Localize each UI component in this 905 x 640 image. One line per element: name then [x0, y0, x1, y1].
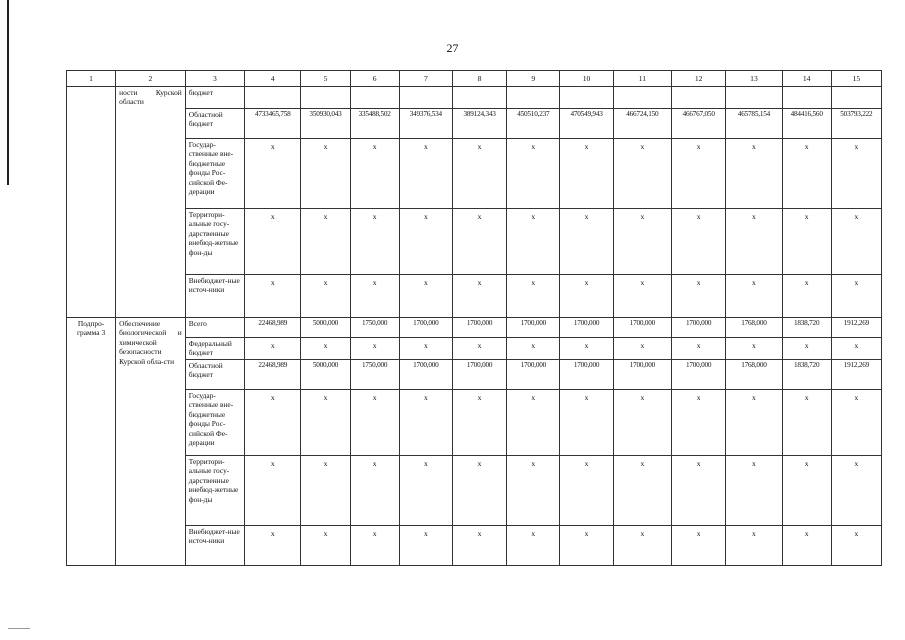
amount-cell: 503793,222 [831, 109, 881, 139]
not-applicable-cell: x [560, 456, 613, 526]
not-applicable-cell: x [452, 275, 506, 318]
not-applicable-cell: x [452, 526, 506, 566]
not-applicable-cell: x [301, 139, 350, 209]
amount-cell [613, 87, 671, 109]
not-applicable-cell: x [245, 209, 301, 275]
amount-cell: 1768,000 [726, 360, 782, 390]
not-applicable-cell: x [613, 338, 671, 360]
amount-cell [831, 87, 881, 109]
not-applicable-cell: x [831, 456, 881, 526]
header-cell: 11 [613, 71, 671, 87]
table-row [67, 139, 882, 209]
amount-cell: 1700,000 [672, 318, 726, 338]
funding-source-cell: Государ-ственные вне-бюджетные фонды Рос-сийской Фе-дерации [185, 390, 244, 456]
not-applicable-cell: x [507, 338, 560, 360]
amount-cell: 5000,000 [301, 360, 350, 390]
not-applicable-cell: x [560, 139, 613, 209]
amount-cell: 22468,989 [245, 318, 301, 338]
not-applicable-cell: x [399, 338, 452, 360]
not-applicable-cell: x [672, 338, 726, 360]
not-applicable-cell: x [613, 275, 671, 318]
not-applicable-cell: x [245, 275, 301, 318]
not-applicable-cell: x [350, 390, 399, 456]
scan-artifact [8, 628, 30, 629]
amount-cell [245, 87, 301, 109]
not-applicable-cell: x [350, 338, 399, 360]
header-cell: 2 [116, 71, 186, 87]
amount-cell [672, 87, 726, 109]
amount-cell: 22468,989 [245, 360, 301, 390]
header-cell: 12 [672, 71, 726, 87]
not-applicable-cell: x [399, 209, 452, 275]
not-applicable-cell: x [507, 275, 560, 318]
not-applicable-cell: x [726, 209, 782, 275]
not-applicable-cell: x [726, 390, 782, 456]
not-applicable-cell: x [399, 456, 452, 526]
not-applicable-cell: x [782, 526, 831, 566]
not-applicable-cell: x [507, 526, 560, 566]
not-applicable-cell: x [831, 526, 881, 566]
table-row [67, 360, 882, 390]
not-applicable-cell: x [672, 139, 726, 209]
not-applicable-cell: x [782, 139, 831, 209]
not-applicable-cell: x [672, 456, 726, 526]
not-applicable-cell: x [507, 390, 560, 456]
amount-cell: 349376,534 [399, 109, 452, 139]
not-applicable-cell: x [560, 209, 613, 275]
not-applicable-cell: x [672, 275, 726, 318]
not-applicable-cell: x [301, 275, 350, 318]
program-name-cell: ности Курской области [116, 87, 186, 318]
not-applicable-cell: x [301, 338, 350, 360]
funding-source-cell: Внебюджет-ные источ-ники [185, 275, 244, 318]
not-applicable-cell: x [399, 526, 452, 566]
not-applicable-cell: x [245, 338, 301, 360]
amount-cell: 1700,000 [672, 360, 726, 390]
not-applicable-cell: x [399, 275, 452, 318]
amount-cell: 484416,560 [782, 109, 831, 139]
funding-source-cell: Территори-альные госу-дарственные внебюд-жетные фон-ды [185, 209, 244, 275]
funding-source-cell: Всего [185, 318, 244, 338]
not-applicable-cell: x [350, 456, 399, 526]
not-applicable-cell: x [452, 390, 506, 456]
not-applicable-cell: x [831, 275, 881, 318]
not-applicable-cell: x [245, 390, 301, 456]
amount-cell: 1700,000 [560, 360, 613, 390]
not-applicable-cell: x [399, 390, 452, 456]
header-cell: 15 [831, 71, 881, 87]
amount-cell: 1912,269 [831, 360, 881, 390]
funding-source-cell: Областной бюджет [185, 109, 244, 139]
not-applicable-cell: x [560, 526, 613, 566]
header-cell: 13 [726, 71, 782, 87]
funding-source-cell: бюджет [185, 87, 244, 109]
not-applicable-cell: x [613, 526, 671, 566]
table-row [67, 209, 882, 275]
amount-cell: 1838,720 [782, 360, 831, 390]
table-row [67, 456, 882, 526]
not-applicable-cell: x [301, 456, 350, 526]
not-applicable-cell: x [782, 456, 831, 526]
amount-cell: 470549,943 [560, 109, 613, 139]
amount-cell [399, 87, 452, 109]
not-applicable-cell: x [726, 456, 782, 526]
header-cell: 3 [185, 71, 244, 87]
not-applicable-cell: x [507, 456, 560, 526]
amount-cell: 450510,237 [507, 109, 560, 139]
page-number: 27 [446, 41, 459, 55]
amount-cell: 1768,000 [726, 318, 782, 338]
not-applicable-cell: x [350, 526, 399, 566]
amount-cell [350, 87, 399, 109]
not-applicable-cell: x [560, 338, 613, 360]
not-applicable-cell: x [831, 338, 881, 360]
not-applicable-cell: x [245, 456, 301, 526]
amount-cell [452, 87, 506, 109]
scan-left-border [7, 0, 9, 185]
not-applicable-cell: x [613, 390, 671, 456]
not-applicable-cell: x [613, 209, 671, 275]
header-cell: 10 [560, 71, 613, 87]
not-applicable-cell: x [672, 526, 726, 566]
not-applicable-cell: x [245, 139, 301, 209]
not-applicable-cell: x [726, 139, 782, 209]
not-applicable-cell: x [672, 390, 726, 456]
not-applicable-cell: x [831, 390, 881, 456]
funding-source-cell: Областной бюджет [185, 360, 244, 390]
not-applicable-cell: x [507, 139, 560, 209]
amount-cell: 350930,043 [301, 109, 350, 139]
amount-cell: 1700,000 [507, 318, 560, 338]
amount-cell: 1700,000 [613, 318, 671, 338]
amount-cell: 1700,000 [560, 318, 613, 338]
not-applicable-cell: x [672, 209, 726, 275]
not-applicable-cell: x [560, 390, 613, 456]
amount-cell [507, 87, 560, 109]
not-applicable-cell: x [452, 139, 506, 209]
amount-cell [782, 87, 831, 109]
not-applicable-cell: x [782, 275, 831, 318]
table-row [67, 275, 882, 318]
amount-cell: 1700,000 [452, 318, 506, 338]
amount-cell: 1750,000 [350, 360, 399, 390]
amount-cell: 466724,150 [613, 109, 671, 139]
funding-source-cell: Федеральный бюджет [185, 338, 244, 360]
amount-cell: 1700,000 [452, 360, 506, 390]
amount-cell: 465785,154 [726, 109, 782, 139]
not-applicable-cell: x [301, 209, 350, 275]
table-row [67, 87, 882, 109]
not-applicable-cell: x [831, 139, 881, 209]
funding-source-cell: Территори-альные госу-дарственные внебюд-жетные фон-ды [185, 456, 244, 526]
header-cell: 7 [399, 71, 452, 87]
header-cell: 4 [245, 71, 301, 87]
amount-cell: 4733465,758 [245, 109, 301, 139]
amount-cell [726, 87, 782, 109]
not-applicable-cell: x [726, 275, 782, 318]
amount-cell [301, 87, 350, 109]
amount-cell: 1750,000 [350, 318, 399, 338]
not-applicable-cell: x [613, 456, 671, 526]
not-applicable-cell: x [350, 209, 399, 275]
header-cell: 6 [350, 71, 399, 87]
not-applicable-cell: x [452, 338, 506, 360]
not-applicable-cell: x [726, 338, 782, 360]
subprogram-name-cell: Обеспечение биологической и химической безопасности Курской обла-сти [116, 318, 186, 566]
table-row [67, 109, 882, 139]
table-row [67, 526, 882, 566]
amount-cell: 1838,720 [782, 318, 831, 338]
table-body [67, 71, 882, 566]
not-applicable-cell: x [560, 275, 613, 318]
not-applicable-cell: x [782, 338, 831, 360]
not-applicable-cell: x [301, 526, 350, 566]
not-applicable-cell: x [350, 139, 399, 209]
not-applicable-cell: x [452, 209, 506, 275]
not-applicable-cell: x [507, 209, 560, 275]
funding-source-cell: Внебюджет-ные источ-ники [185, 526, 244, 566]
not-applicable-cell: x [452, 456, 506, 526]
amount-cell [560, 87, 613, 109]
header-row [67, 71, 882, 87]
header-cell: 14 [782, 71, 831, 87]
header-cell: 8 [452, 71, 506, 87]
not-applicable-cell: x [782, 209, 831, 275]
budget-table [66, 70, 882, 566]
amount-cell: 1912,269 [831, 318, 881, 338]
amount-cell: 466767,050 [672, 109, 726, 139]
amount-cell: 335488,502 [350, 109, 399, 139]
funding-source-cell: Государ-ственные вне-бюджетные фонды Рос-сийской Фе-дерации [185, 139, 244, 209]
not-applicable-cell: x [613, 139, 671, 209]
amount-cell: 5000,000 [301, 318, 350, 338]
subprogram-cell: Подпро-грамма 3 [67, 318, 116, 566]
not-applicable-cell: x [301, 390, 350, 456]
not-applicable-cell: x [245, 526, 301, 566]
amount-cell: 1700,000 [507, 360, 560, 390]
not-applicable-cell: x [726, 526, 782, 566]
header-cell: 5 [301, 71, 350, 87]
not-applicable-cell: x [782, 390, 831, 456]
not-applicable-cell: x [350, 275, 399, 318]
table-row [67, 390, 882, 456]
amount-cell: 1700,000 [399, 360, 452, 390]
header-cell: 9 [507, 71, 560, 87]
amount-cell: 389124,343 [452, 109, 506, 139]
not-applicable-cell: x [831, 209, 881, 275]
header-cell: 1 [67, 71, 116, 87]
program-cell [67, 87, 116, 318]
table-row [67, 318, 882, 338]
amount-cell: 1700,000 [613, 360, 671, 390]
table-row [67, 338, 882, 360]
amount-cell: 1700,000 [399, 318, 452, 338]
not-applicable-cell: x [399, 139, 452, 209]
